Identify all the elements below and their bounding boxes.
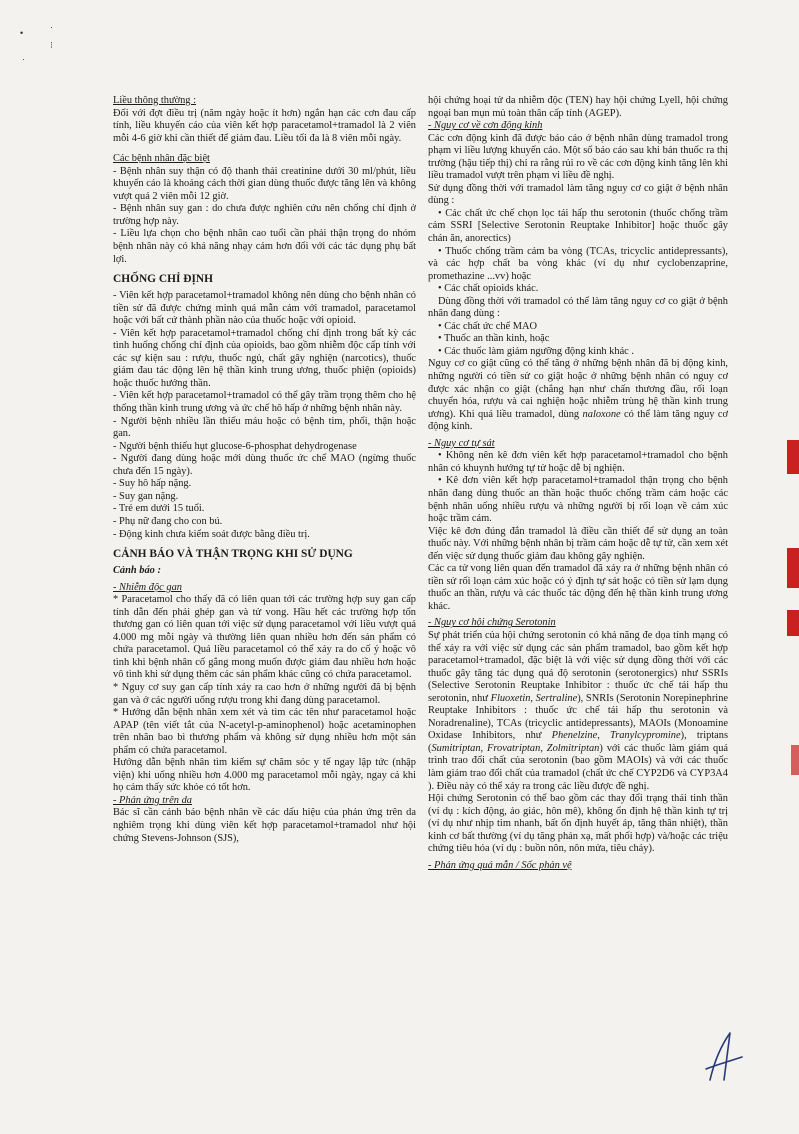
seizure-list-item: • Thuốc chống trầm cảm ba vòng (TCAs, tricyclic antidepressants), và các hợp chất ba vòng khác (ví dụ như cyclobenzaprine, promethazine ...vv) hoặc <box>428 245 728 282</box>
serotonin-paragraph <box>428 630 728 793</box>
text-run: ) với các thuốc làm giảm quá trình trao đổi chất của serotonin (bao gồm MAOIs) và với các thuốc làm giảm trao đổi chất của tramadol (chất ức chế CYP2D6 và CYP3A4 ). Điều này có thể xảy ra trong các liều được đề nghị. <box>428 742 728 792</box>
margin-mark: · <box>50 22 53 32</box>
seizure-list-item: • Thuốc an thần kinh, hoặc <box>438 333 550 345</box>
liver-item: * Nguy cơ suy gan cấp tính xảy ra cao hơn ở những người đã bị bệnh gan và ở các người uống rượu trong khi đang dùng paracetamol. <box>113 681 416 706</box>
text-run: Sự phát triển của hội chứng serotonin có khả năng đe dọa tính mạng có thể xảy ra với việc sử dụng các sản phẩm tramadol, bao gồm kết hợp paracetamol+tramadol, đặc biệt là với việc sử dụng đồng thời với các thuốc gây tăng tác dụng quá độ serotonin (serotonergics) như SSRIs (Selective Serotonin Reuptake Inhibitor : thuốc ức chế tái hấp thu serotonin, như <box>428 629 728 704</box>
signature-mark <box>700 1025 745 1085</box>
edge-red-mark <box>791 745 799 775</box>
contra-item: - Viên kết hợp paracetamol+tramadol không nên dùng cho bệnh nhân có tiền sử đã được chứng minh quá mẫn cảm với tramadol, paracetamol hoặc với bất cứ thành phần nào của thuốc hoặc với opioid. <box>113 290 416 327</box>
suicide-item: • Không nên kê đơn viên kết hợp paracetamol+tramadol cho bệnh nhân có khuynh hướng tự tử hoặc dễ bị nghiện. <box>428 450 728 474</box>
contra-item: - Động kinh chưa kiểm soát được bằng điều trị. <box>113 528 310 540</box>
seizure-list-item: • Các chất opioids khác. <box>438 283 539 295</box>
edge-red-mark <box>787 440 799 474</box>
seizure-list-item: • Các chất ức chế chọn lọc tái hấp thu serotonin (thuốc chống trầm cảm SSRI [Selective Serotonin Reuptake Inhibitor] hoặc thuốc gây chán ăn, anorectics) <box>428 207 728 245</box>
contra-item: - Người bệnh nhiều lần thiếu máu hoặc có bệnh tim, phổi, thận hoặc gan. <box>113 415 416 440</box>
seizure-risk-title: - Nguy cơ về cơn động kinh <box>428 120 543 132</box>
text-run: Nguy cơ co giật cũng có thể tăng ở những bệnh nhân đã bị động kinh, những người có tiền sử co giật hoặc ở những bệnh nhân có nguy cơ được xác nhận co giật (chẳng hạn như chấn thương đầu, rối loạn chuyển hóa, rượu và cai nghiện hoặc nhiễm trùng hệ thần kinh trung ương). Khi quá liều tramadol, dùng <box>428 358 728 420</box>
text-run: ), triptans ( <box>428 730 729 754</box>
margin-mark: · <box>22 54 25 64</box>
right-column <box>428 95 728 872</box>
skin-reaction-text: Bác sĩ cần cảnh báo bệnh nhân về các dấu hiệu của phản ứng trên da nghiêm trọng khi dùng viên kết hợp paracetamol+tramadol như hội chứng Stevens-Johnson (SJS), <box>113 807 416 844</box>
warnings-subheading: Cảnh báo : <box>113 565 161 577</box>
liver-item: Hướng dẫn bệnh nhân tìm kiếm sự chăm sóc y tế ngay lập tức (nhập viện) khi uống nhiều hơn 4.000 mg paracetamol mỗi ngày, ngay cả khi họ cảm thấy sức khỏe có tốt hơn. <box>113 757 416 794</box>
seizure-paragraph <box>428 358 728 433</box>
seizure-list-item: • Các thuốc làm giảm ngưỡng động kinh khác . <box>438 345 634 357</box>
suicide-item: • Kê đơn viên kết hợp paracetamol+tramadol thận trọng cho bệnh nhân đang dùng thuốc an thần hoặc thuốc chống trầm cảm hoặc các bệnh nhân uống nhiều rượu và những người bị rối loạn về cảm xúc hoặc trầm cảm. <box>428 475 728 525</box>
contra-item: - Viên kết hợp paracetamol+tramadol có thể gây trầm trọng thêm cho hệ thống thần kinh trung ương và ức chế hô hấp ở những bệnh nhân này. <box>113 390 416 415</box>
skin-reaction-title: - Phản ứng trên da <box>113 794 192 806</box>
margin-mark: ⁝ <box>50 40 53 50</box>
edge-red-mark <box>787 548 799 588</box>
seizure-list-item: • Các chất ức chế MAO <box>438 320 537 332</box>
contra-item: - Phụ nữ đang cho con bú. <box>113 515 223 527</box>
special-item: - Bệnh nhân suy gan : do chưa được nghiên cứu nên chống chỉ định ở trường hợp này. <box>113 203 416 227</box>
suicide-paragraph: Việc kê đơn đúng đắn tramadol là điều cần thiết để sử dụng an toàn thuốc này. Với những bệnh nhân bị trầm cảm hoặc dễ tự tử, cần xem xét đến việc sử dụng thuốc giảm đau không gây nghiện. <box>428 525 728 562</box>
usual-dose-text: Đối với đợt điều trị (năm ngày hoặc ít hơn) ngắn hạn các cơn đau cấp tính, liều khuyến cáo của viên kết hợp paracetamol+tramadol là 2 viên mỗi 4-6 giờ khi cần thiết để giảm đau. Liều tối đa là 8 viên mỗi ngày. <box>113 107 416 144</box>
suicide-paragraph: Các ca tử vong liên quan đến tramadol đã xảy ra ở những bệnh nhân có tiền sử rối loạn cảm xúc hoặc có ý định tự sát hoặc có tiền sử lạm dụng thuốc an thần, rượu và các thuốc tác động đến hệ thần kinh trung ương khác. <box>428 563 728 612</box>
liver-item: * Paracetamol cho thấy đã có liên quan tới các trường hợp suy gan cấp tính dẫn đến phải ghép gan và tử vong. Hầu hết các trường hợp tổn thương gan có liên quan tới việc sử dụng paracetamol với liều vượt quá 4.000 mg mỗi ngày và thường liên quan nhiều hơn đến sản phẩm có chứa paracetamol. Quá liều paracetamol có thể xảy ra do cố ý hoặc vô tình khi bệnh nhân cố gắng mong muốn được giảm đau nhiều hơn hoặc vô tình khi sử dụng thêm các sản phẩm khác cũng có chứa paracetamol. <box>113 594 416 681</box>
contra-item: - Suy hô hấp nặng. <box>113 478 192 490</box>
liver-toxicity-title: - Nhiễm độc gan <box>113 581 182 593</box>
contraindications-heading: CHỐNG CHỈ ĐỊNH <box>113 273 213 286</box>
drug-names: Phenelzine, Tranylcypromine <box>551 730 681 742</box>
serotonin-syndrome-title: - Nguy cơ hội chứng Serotonin <box>428 617 556 629</box>
text-run: ), SNRIs (Serotonin Norepinephrine Reuptake Inhibitors : thuốc ức chế tái hấp thu serotonin và Noradrenaline), TCAs (tricyclic antidepressants), MAOIs (Monoamine Oxidase Inhibitors, như <box>428 692 728 742</box>
drug-names: Sumitriptan, Frovatriptan, Zolmitriptan <box>431 742 600 754</box>
contra-item: - Suy gan nặng. <box>113 490 179 502</box>
drug-name: naloxone <box>582 408 621 420</box>
seizure-paragraph: Dùng đồng thời với tramadol có thể làm tăng nguy cơ co giật ở bệnh nhân đang dùng : <box>428 295 728 320</box>
special-patients-title: Các bệnh nhân đặc biệt <box>113 153 210 165</box>
warnings-heading: CẢNH BÁO VÀ THẬN TRỌNG KHI SỬ DỤNG <box>113 548 353 561</box>
contra-item: - Người đang dùng hoặc mới dùng thuốc ức chế MAO (ngừng thuốc chưa đến 15 ngày). <box>113 453 416 477</box>
drug-names: Fluoxetin, Sertraline <box>490 692 578 704</box>
special-item: - Bệnh nhân suy thận có độ thanh thải creatinine dưới 30 ml/phút, liều khuyến cáo là khoảng cách thời gian dùng thuốc được tăng lên và không vượt quá 2 viên mỗi 12 giờ. <box>113 165 416 202</box>
usual-dose-title: Liều thông thường : <box>113 95 196 106</box>
edge-red-mark <box>787 610 799 636</box>
margin-mark: • <box>20 28 24 38</box>
special-item: - Liều lựa chọn cho bệnh nhân cao tuổi cần phải thận trọng do nhóm bệnh nhân này có khả năng nhạy cảm hơn đối với các tác dụng phụ bất lợi. <box>113 228 416 265</box>
allergy-anaphylaxis-title: - Phản ứng quá mẫn / Sốc phản vệ <box>428 859 572 871</box>
suicide-risk-title: - Nguy cơ tự sát <box>428 437 495 449</box>
left-column <box>113 95 416 845</box>
seizure-paragraph: Các cơn động kinh đã được báo cáo ở bệnh nhân dùng tramadol trong phạm vi liều lượng khuyến cáo. Một số báo cáo sau khi bán thuốc ra thị trường (hậu tiếp thị) chỉ ra rằng rủi ro về các cơn động kinh tăng lên khi liều tramadol vượt trên phạm vi liều đề nghị. <box>428 132 728 182</box>
skin-reaction-continued: hội chứng hoại tử da nhiễm độc (TEN) hay hội chứng Lyell, hội chứng ngoại ban mụn mủ toàn thân cấp tính (AGEP). <box>428 95 728 119</box>
contra-item: - Viên kết hợp paracetamol+tramadol chống chỉ định trong bất kỳ các tình huống chống chỉ định của opioids, bao gồm nhiễm độc cấp tính với các sự kiện sau : rượu, thuốc ngủ, chất gây nghiện (narcotics), thuốc giảm đau tác động lên hệ thần kinh trung ương, thuốc phiện (opioids) hoặc thuốc hướng thần. <box>113 327 416 389</box>
contra-item: - Trẻ em dưới 15 tuổi. <box>113 503 205 515</box>
liver-item: * Hướng dẫn bệnh nhân xem xét và tìm các tên như paracetamol hoặc APAP (tên viết tắt của N-acetyl-p-aminophenol) hoặc acetaminophen trên nhãn bao bì thương phẩm và không sử dụng nhiều hơn một sản phẩm có chứa paracetamol. <box>113 707 416 756</box>
serotonin-paragraph: Hội chứng Serotonin có thể bao gồm các thay đổi trạng thái tinh thần (ví dụ : kích động, ảo giác, hôn mê), không ổn định hệ thần kinh tự trị (ví dụ như nhịp tim nhanh, bất ổn định huyết áp, tăng thân nhiệt), thần kinh cơ bất thường (ví dụ tăng phản xạ, mất phối hợp) và/hoặc các triệu chứng tiêu hóa (ví dụ : buồn nôn, nôn mửa, tiêu chảy). <box>428 793 728 855</box>
seizure-paragraph: Sử dụng đồng thời với tramadol làm tăng nguy cơ co giật ở bệnh nhân dùng : <box>428 182 728 207</box>
contra-item: - Người bệnh thiếu hụt glucose-6-phosphat dehydrogenase <box>113 440 357 452</box>
text-run: có thể làm tăng nguy cơ động kinh. <box>428 408 728 433</box>
